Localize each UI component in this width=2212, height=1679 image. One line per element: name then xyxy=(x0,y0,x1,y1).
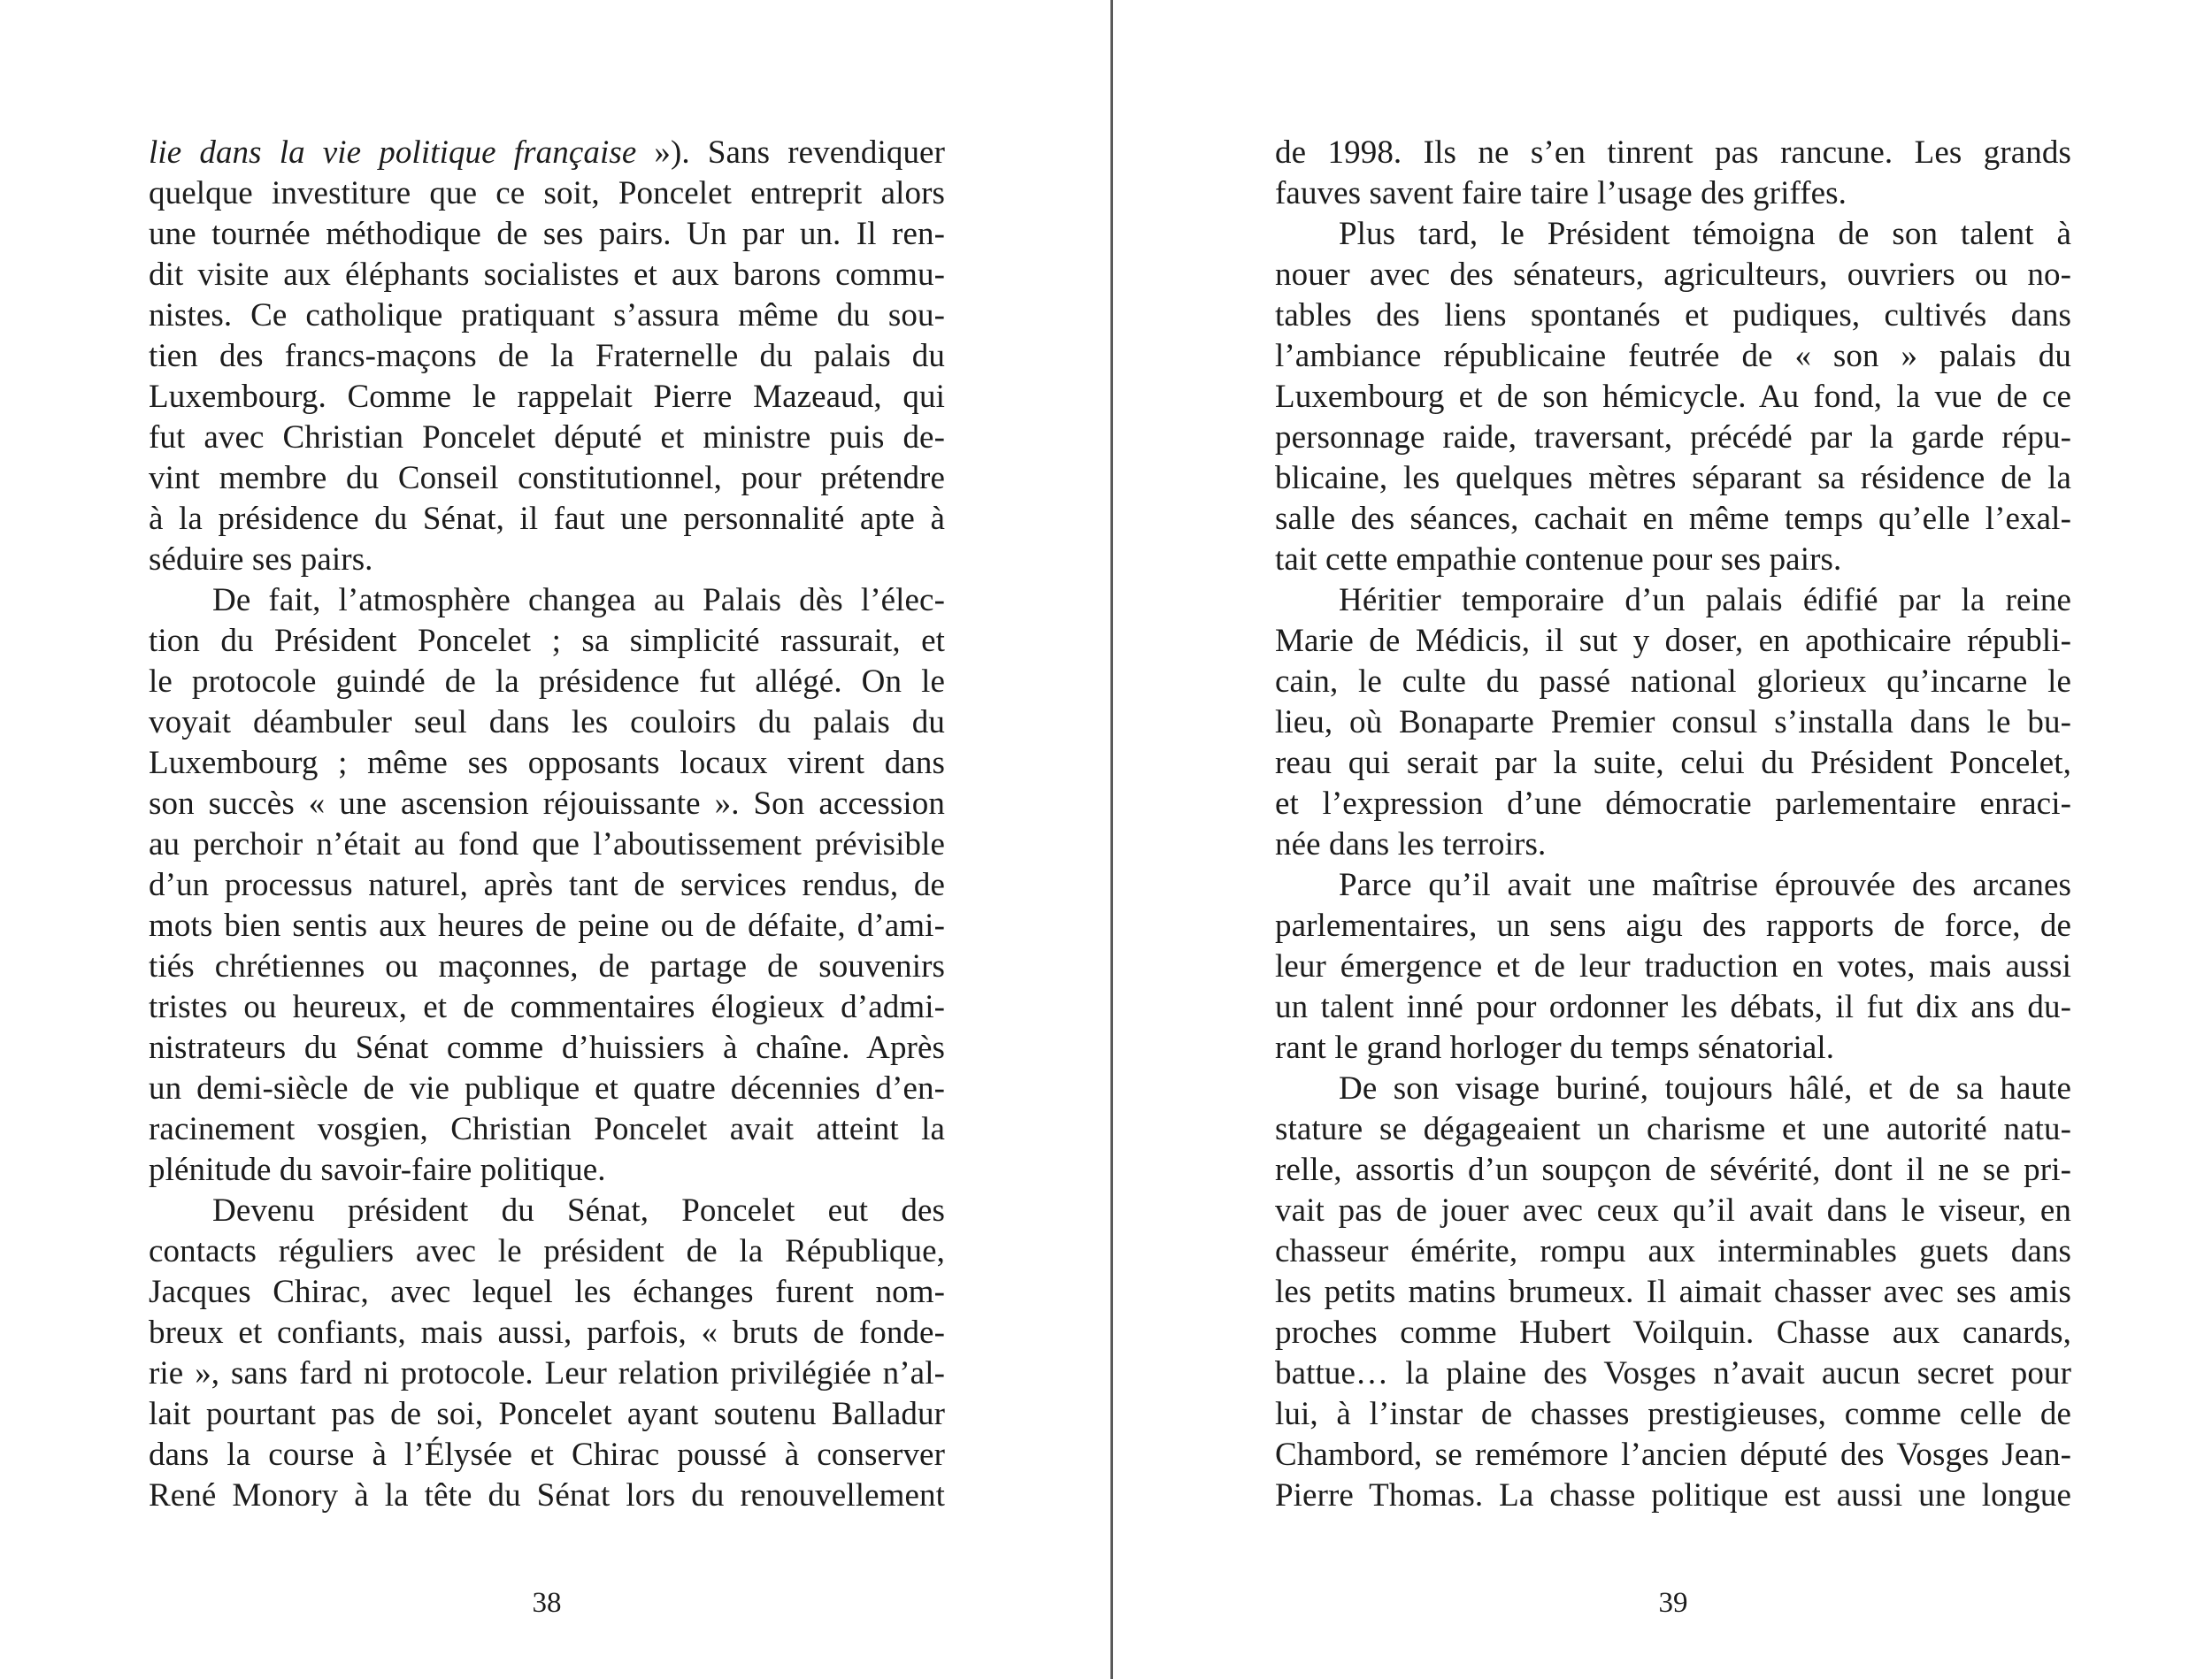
text-line: reau qui serait par la suite, celui du Président Poncelet, xyxy=(1275,745,2071,781)
text-line: Pierre Thomas. La chasse politique est aussi une longue xyxy=(1275,1477,2071,1514)
text-line: Jacques Chirac, avec lequel les échanges furent nom- xyxy=(149,1274,945,1310)
text-line: chasseur émérite, rompu aux interminables guets dans xyxy=(1275,1233,2071,1269)
text-line: Chambord, se remémore l’ancien député des Vosges Jean- xyxy=(1275,1437,2071,1473)
text-line: tion du Président Poncelet ; sa simplicité rassurait, et xyxy=(149,623,945,659)
text-line: cain, le culte du passé national glorieux qu’incarne le xyxy=(1275,663,2071,700)
book-gutter xyxy=(1110,0,1113,1679)
text-line: stature se dégageaient un charisme et une autorité natu- xyxy=(1275,1111,2071,1147)
text-line: tristes ou heureux, et de commentaires élogieux d’admi- xyxy=(149,989,945,1025)
text-line: salle des séances, cachait en même temps qu’elle l’exal- xyxy=(1275,501,2071,537)
text-line: fauves savent faire taire l’usage des griffes. xyxy=(1275,175,1847,211)
text-line: nouer avec des sénateurs, agriculteurs, ouvriers ou no- xyxy=(1275,257,2071,293)
text-line: Luxembourg. Comme le rappelait Pierre Mazeaud, qui xyxy=(149,379,945,415)
text-line: rant le grand horloger du temps sénatorial. xyxy=(1275,1030,1835,1066)
text-line: mots bien sentis aux heures de peine ou de défaite, d’ami- xyxy=(149,908,945,944)
text-line: leur émergence et de leur traduction en votes, mais aussi xyxy=(1275,948,2071,985)
text-line: le protocole guindé de la présidence fut allégé. On le xyxy=(149,663,945,700)
text-line: breux et confiants, mais aussi, parfois, « bruts de fonde- xyxy=(149,1315,945,1351)
text-line: lieu, où Bonaparte Premier consul s’installa dans le bu- xyxy=(1275,704,2071,740)
text-line: séduire ses pairs. xyxy=(149,541,373,578)
text-line: nistes. Ce catholique pratiquant s’assura même du sou- xyxy=(149,297,945,334)
text-line: d’un processus naturel, après tant de services rendus, de xyxy=(149,867,945,903)
text-line: parlementaires, un sens aigu des rapports de force, de xyxy=(1275,908,2071,944)
text-line: à la présidence du Sénat, il faut une personnalité apte à xyxy=(149,501,945,537)
text-line: tables des liens spontanés et pudiques, cultivés dans xyxy=(1275,297,2071,334)
page-number-right: 39 xyxy=(1658,1587,1688,1619)
text-line: et l’expression d’une démocratie parlementaire enraci- xyxy=(1275,786,2071,822)
text-line: tait cette empathie contenue pour ses pairs. xyxy=(1275,541,1842,578)
left-page-text xyxy=(149,133,945,1516)
text-line: Marie de Médicis, il sut y doser, en apothicaire républi- xyxy=(1275,623,2071,659)
text-line: proches comme Hubert Voilquin. Chasse aux canards, xyxy=(1275,1315,2071,1351)
text-line: lait pourtant pas de soi, Poncelet ayant soutenu Balladur xyxy=(149,1396,945,1432)
right-page-text xyxy=(1275,133,2071,1516)
text-line: plénitude du savoir-faire politique. xyxy=(149,1152,606,1188)
text-line: rie », sans fard ni protocole. Leur relation privilégiée n’al- xyxy=(149,1355,945,1392)
text-line: tien des francs-maçons de la Fraternelle du palais du xyxy=(149,338,945,374)
text-line: fut avec Christian Poncelet député et ministre puis de- xyxy=(149,419,945,456)
page-number-left: 38 xyxy=(532,1587,562,1619)
text-line: née dans les terroirs. xyxy=(1275,826,1547,862)
text-line: blicaine, les quelques mètres séparant sa résidence de la xyxy=(1275,460,2071,496)
text-line: vait pas de jouer avec ceux qu’il avait dans le viseur, en xyxy=(1275,1192,2071,1229)
text-line: au perchoir n’était au fond que l’aboutissement prévisible xyxy=(149,826,945,862)
line-text: »). Sans revendiquer xyxy=(636,134,945,171)
text-line: Héritier temporaire d’un palais édifié par la reine xyxy=(1339,582,2071,618)
text-line xyxy=(149,133,945,173)
text-line: personnage raide, traversant, précédé par la garde répu- xyxy=(1275,419,2071,456)
text-line: contacts réguliers avec le président de la République, xyxy=(149,1233,945,1269)
text-line: Plus tard, le Président témoigna de son talent à xyxy=(1339,216,2071,252)
text-line: voyait déambuler seul dans les couloirs du palais du xyxy=(149,704,945,740)
text-line: son succès « une ascension réjouissante ». Son accession xyxy=(149,786,945,822)
text-line: dans la course à l’Élysée et Chirac poussé à conserver xyxy=(149,1437,945,1473)
text-line: relle, assortis d’un soupçon de sévérité, dont il ne se pri- xyxy=(1275,1152,2071,1188)
text-line: Devenu président du Sénat, Poncelet eut des xyxy=(212,1192,945,1229)
text-line: Luxembourg et de son hémicycle. Au fond, la vue de ce xyxy=(1275,379,2071,415)
text-line: quelque investiture que ce soit, Poncelet entreprit alors xyxy=(149,175,945,211)
text-line: racinement vosgien, Christian Poncelet avait atteint la xyxy=(149,1111,945,1147)
text-line: nistrateurs du Sénat comme d’huissiers à chaîne. Après xyxy=(149,1030,945,1066)
text-line: battue… la plaine des Vosges n’avait aucun secret pour xyxy=(1275,1355,2071,1392)
text-line: les petits matins brumeux. Il aimait chasser avec ses amis xyxy=(1275,1274,2071,1310)
text-line: vint membre du Conseil constitutionnel, pour prétendre xyxy=(149,460,945,496)
text-line: René Monory à la tête du Sénat lors du renouvellement xyxy=(149,1477,945,1514)
italic-quote: lie dans la vie politique française xyxy=(149,134,637,171)
text-line: Luxembourg ; même ses opposants locaux virent dans xyxy=(149,745,945,781)
text-line: tiés chrétiennes ou maçonnes, de partage de souvenirs xyxy=(149,948,945,985)
text-line: dit visite aux éléphants socialistes et aux barons commu- xyxy=(149,257,945,293)
text-line: lui, à l’instar de chasses prestigieuses, comme celle de xyxy=(1275,1396,2071,1432)
text-line: un demi-siècle de vie publique et quatre décennies d’en- xyxy=(149,1070,945,1107)
text-line: une tournée méthodique de ses pairs. Un par un. Il ren- xyxy=(149,216,945,252)
text-line: De son visage buriné, toujours hâlé, et de sa haute xyxy=(1339,1070,2071,1107)
text-line: l’ambiance républicaine feutrée de « son » palais du xyxy=(1275,338,2071,374)
text-line: un talent inné pour ordonner les débats, il fut dix ans du- xyxy=(1275,989,2071,1025)
text-line: Parce qu’il avait une maîtrise éprouvée des arcanes xyxy=(1339,867,2071,903)
right-page xyxy=(1114,0,2212,1679)
text-line: de 1998. Ils ne s’en tinrent pas rancune. Les grands xyxy=(1275,134,2071,171)
text-line: De fait, l’atmosphère changea au Palais dès l’élec- xyxy=(212,582,945,618)
